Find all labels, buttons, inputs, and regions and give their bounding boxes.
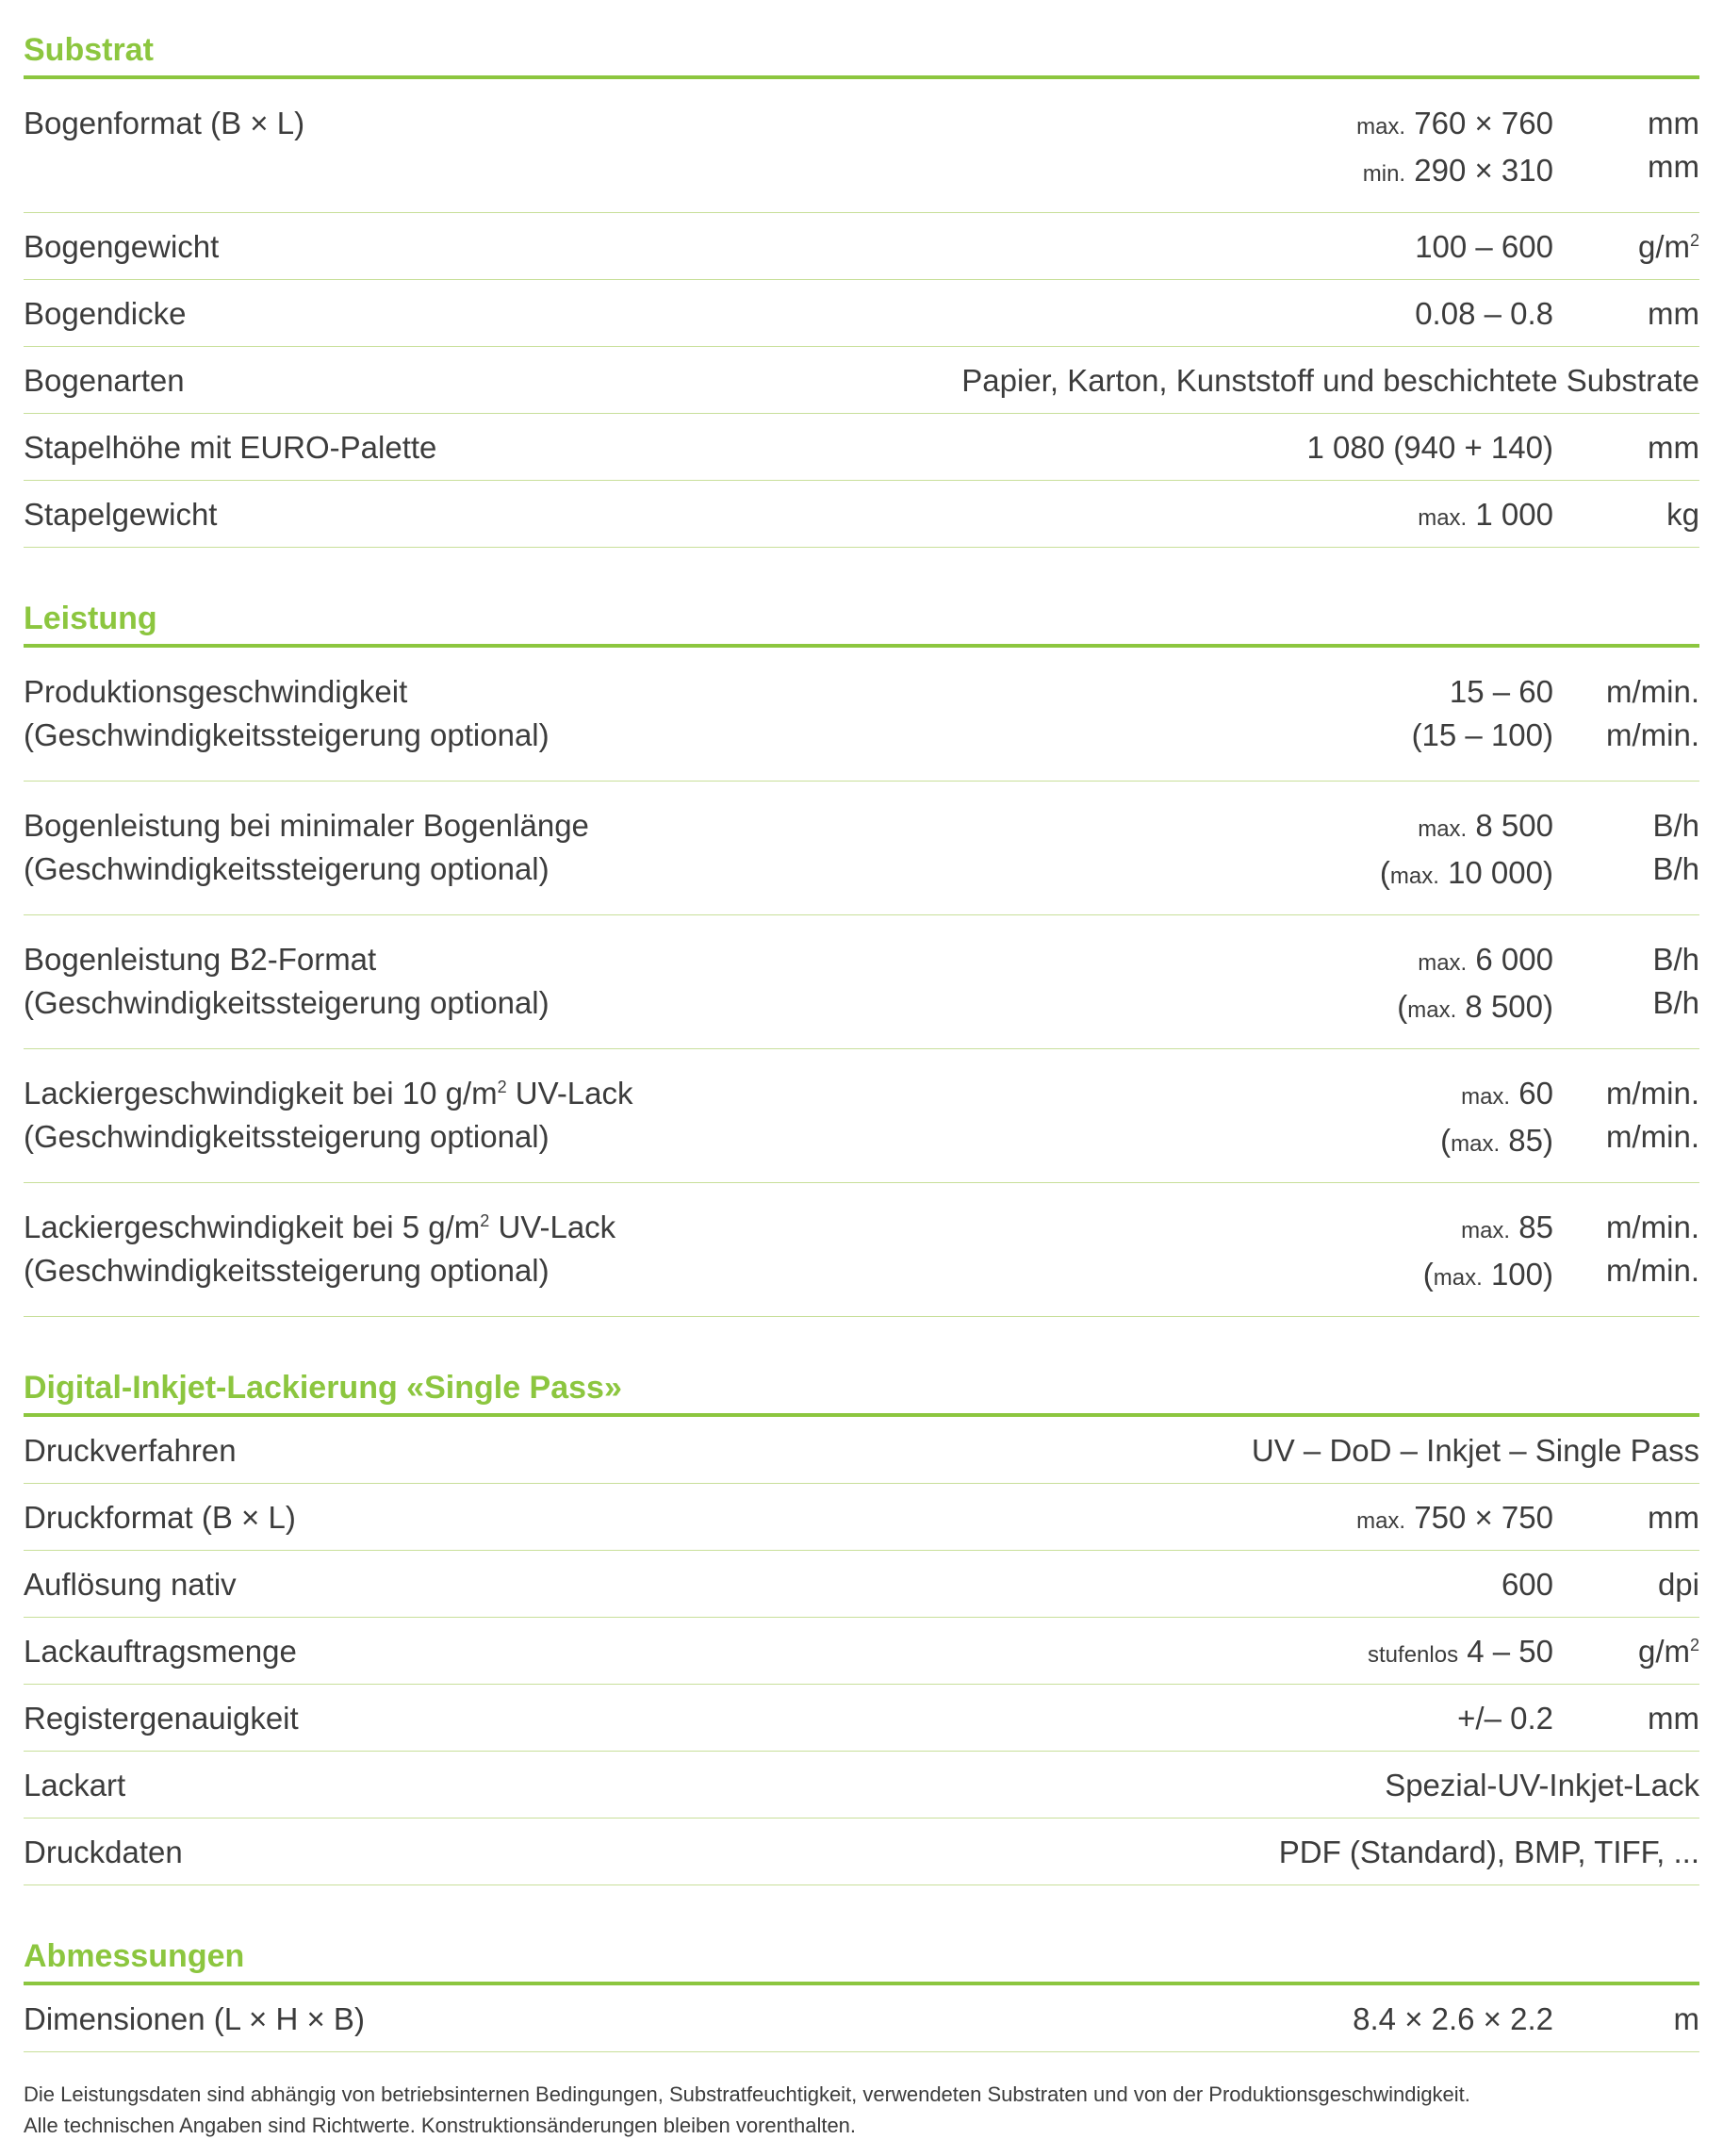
row-label (24, 804, 589, 891)
row-value: Spezial-UV-Inkjet-Lack (1385, 1768, 1699, 1802)
value-text: 600 (1501, 1567, 1553, 1602)
row-label (24, 1496, 296, 1539)
value-text: 100) (1490, 1257, 1553, 1292)
row-label-line: Lackiergeschwindigkeit bei 10 $g/m^2$ UV-Lack (24, 1076, 633, 1111)
value-prefix: max. (1407, 997, 1457, 1023)
row-label-line: (Geschwindigkeitssteigerung optional) (24, 851, 550, 886)
row-values (1457, 1697, 1553, 1740)
spec-row (24, 1618, 1699, 1685)
row-units (1606, 670, 1699, 757)
row-label-line: Bogenleistung B2-Format (24, 942, 377, 977)
row-units (1658, 1563, 1699, 1606)
row-values (1368, 1630, 1553, 1677)
row-units (1648, 102, 1699, 189)
spec-row (24, 1183, 1699, 1317)
row-units (1652, 804, 1699, 891)
row-label-line: Lackauftragsmenge (24, 1634, 297, 1669)
unit: mm (1648, 1701, 1699, 1736)
unit: m/min. (1606, 717, 1699, 752)
unit: dpi (1657, 1567, 1699, 1602)
row-values (1501, 1563, 1553, 1606)
row-label-line: Auflösung nativ (24, 1567, 237, 1602)
row-values (1380, 804, 1553, 898)
row-label (24, 1429, 237, 1473)
spec-row (24, 347, 1699, 414)
unit: mm (1648, 149, 1699, 184)
value-prefix: stufenlos (1368, 1642, 1459, 1668)
row-value (1418, 493, 1553, 540)
row-values (1397, 938, 1553, 1032)
row-units (1648, 426, 1699, 469)
value-prefix: max. (1418, 816, 1468, 842)
value-text: 1 080 (940 + 140) (1306, 430, 1553, 465)
row-value: UV – DoD – Inkjet – Single Pass (1251, 1433, 1699, 1468)
unit: B/h (1652, 942, 1699, 977)
section-3 (24, 1906, 1699, 2036)
row-value: PDF (Standard), BMP, TIFF, ... (1278, 1835, 1699, 1869)
row-label-line: Druckdaten (24, 1835, 183, 1869)
row-values (1423, 1206, 1553, 1300)
row-value: Papier, Karton, Kunststoff und beschichtete Substrate (961, 363, 1699, 398)
spec-row (24, 915, 1699, 1049)
row-label-line: Bogenarten (24, 363, 185, 398)
row-value (1380, 851, 1553, 898)
unit: B/h (1652, 851, 1699, 886)
row-label (24, 493, 217, 536)
unit: mm (1648, 1500, 1699, 1535)
row-units (1648, 1697, 1699, 1740)
footnote-line: Die Leistungsdaten sind abhängig von betriebsinternen Bedingungen, Substratfeuchtigkeit, verwendeten Substraten und von der Produktionsgeschwindigkeit. (24, 2082, 1470, 2106)
row-units (1648, 292, 1699, 336)
row-value (1397, 985, 1553, 1032)
row-label-line: (Geschwindigkeitssteigerung optional) (24, 1253, 550, 1288)
row-values (1356, 1496, 1553, 1543)
row-value (1368, 1630, 1553, 1677)
row-units (1666, 493, 1699, 536)
row-value (1356, 1496, 1553, 1543)
row-label (24, 1563, 237, 1606)
row-units (1648, 1496, 1699, 1539)
value-text: (15 – 100) (1411, 717, 1553, 752)
value-text: 1 000 (1475, 497, 1553, 532)
value-text: 15 – 60 (1449, 674, 1553, 709)
row-label-line: (Geschwindigkeitssteigerung optional) (24, 717, 550, 752)
row-label (24, 1764, 125, 1807)
row-value (1307, 426, 1553, 469)
row-label-line: Stapelhöhe mit EURO-Palette (24, 430, 437, 465)
unit: m (1673, 2001, 1699, 2036)
spec-row (24, 782, 1699, 915)
row-value (1415, 292, 1553, 336)
value-text: 100 – 600 (1415, 229, 1553, 264)
row-label (24, 292, 186, 336)
row-value (1412, 714, 1553, 757)
row-label (24, 1072, 633, 1159)
value-bracket: ( (1379, 855, 1390, 890)
value-text: +/– 0.2 (1457, 1701, 1553, 1736)
row-label (24, 670, 550, 757)
unit: mm (1648, 296, 1699, 331)
row-label (24, 102, 304, 145)
row-units (1674, 1998, 1700, 2041)
value-bracket: ( (1422, 1257, 1434, 1292)
section-title: Leistung (24, 568, 1699, 648)
spec-row (24, 213, 1699, 280)
value-prefix: max. (1461, 1084, 1511, 1110)
row-units (1606, 1206, 1699, 1292)
row-label (24, 426, 436, 469)
row-value (1412, 670, 1553, 714)
spec-row (24, 1049, 1699, 1183)
spec-row (24, 1417, 1699, 1484)
section-2 (24, 1338, 1699, 1869)
spec-row (24, 481, 1699, 548)
row-value (1356, 102, 1553, 149)
row-units (1638, 1630, 1699, 1673)
row-units (1606, 1072, 1699, 1159)
value-text: 4 – 50 (1467, 1634, 1553, 1669)
row-value (1501, 1563, 1553, 1606)
footnote (24, 2079, 1470, 2141)
row-label-line: Lackart (24, 1768, 126, 1802)
row-value (1423, 1253, 1553, 1300)
row-values (1415, 292, 1553, 336)
unit: B/h (1652, 808, 1699, 843)
row-value (1440, 1072, 1553, 1119)
row-units (1638, 225, 1699, 269)
row-value (1457, 1697, 1553, 1740)
value-text: 85) (1508, 1123, 1553, 1158)
value-text: 85 (1518, 1210, 1553, 1244)
row-label-line: Druckformat (B × L) (24, 1500, 296, 1535)
section-title: Abmessungen (24, 1906, 1699, 1985)
unit: m/min. (1606, 674, 1699, 709)
row-units (1652, 938, 1699, 1025)
unit: B/h (1652, 985, 1699, 1020)
row-values (1440, 1072, 1553, 1166)
row-label (24, 1206, 615, 1292)
row-label-line: Produktionsgeschwindigkeit (24, 674, 408, 709)
row-label (24, 225, 219, 269)
unit: m/min. (1606, 1210, 1699, 1244)
spec-row (24, 1484, 1699, 1551)
value-text: 8 500) (1465, 989, 1553, 1024)
unit: kg (1666, 497, 1699, 532)
value-bracket: ( (1397, 989, 1408, 1024)
spec-row (24, 1551, 1699, 1618)
row-label-line: Bogendicke (24, 296, 187, 331)
value-prefix: max. (1418, 950, 1468, 976)
section-0 (24, 0, 1699, 532)
value-text: 750 × 750 (1414, 1500, 1553, 1535)
row-value (1353, 1998, 1553, 2041)
value-text: 10 000) (1448, 855, 1553, 890)
row-label-line: Stapelgewicht (24, 497, 218, 532)
row-values (1415, 225, 1553, 269)
row-value (1397, 938, 1553, 985)
value-prefix: max. (1356, 114, 1406, 140)
spec-row (24, 414, 1699, 481)
unit: mm (1648, 106, 1699, 140)
row-label (24, 1630, 297, 1673)
row-label-line: Bogengewicht (24, 229, 220, 264)
value-text: 8 500 (1475, 808, 1553, 843)
row-values (1412, 670, 1553, 757)
row-label-line: (Geschwindigkeitssteigerung optional) (24, 1119, 550, 1154)
value-text: 8.4 × 2.6 × 2.2 (1353, 2001, 1553, 2036)
unit: m/min. (1606, 1119, 1699, 1154)
spec-row (24, 280, 1699, 347)
value-text: 60 (1518, 1076, 1553, 1111)
spec-row (24, 1985, 1699, 2052)
row-label-line: Registergenauigkeit (24, 1701, 299, 1736)
section-1 (24, 568, 1699, 1292)
footnote-line: Alle technischen Angaben sind Richtwerte. Konstruktionsänderungen bleiben vorenthalten. (24, 2114, 857, 2137)
value-bracket: ( (1440, 1123, 1452, 1158)
value-prefix: min. (1362, 161, 1406, 187)
value-text: 290 × 310 (1414, 153, 1553, 188)
row-label-line: Dimensionen (L × H × B) (24, 2001, 365, 2036)
value-prefix: max. (1451, 1131, 1501, 1157)
row-label (24, 1697, 299, 1740)
value-text: 0.08 – 0.8 (1415, 296, 1553, 331)
value-text: 6 000 (1475, 942, 1553, 977)
row-value (1423, 1206, 1553, 1253)
value-prefix: max. (1389, 864, 1439, 889)
row-values (1356, 102, 1553, 196)
row-value (1380, 804, 1553, 851)
row-label-line: (Geschwindigkeitssteigerung optional) (24, 985, 550, 1020)
value-prefix: max. (1461, 1218, 1511, 1243)
unit: m/min. (1606, 1253, 1699, 1288)
row-value (1440, 1119, 1553, 1166)
row-label-line: Bogenformat (B × L) (24, 106, 305, 140)
spec-row (24, 1819, 1699, 1885)
unit: m/min. (1606, 1076, 1699, 1111)
spec-row (24, 1685, 1699, 1752)
row-label-line: Lackiergeschwindigkeit bei 5 $g/m^2$ UV-Lack (24, 1210, 616, 1244)
row-values (1418, 493, 1553, 540)
value-text: 760 × 760 (1414, 106, 1553, 140)
section-title: Substrat (24, 0, 1699, 79)
row-label (24, 1831, 183, 1874)
row-value (1356, 149, 1553, 196)
row-values (1353, 1998, 1553, 2041)
value-prefix: max. (1433, 1265, 1483, 1291)
section-title: Digital-Inkjet-Lackierung «Single Pass» (24, 1338, 1699, 1417)
unit: $g/m^2$ (1637, 1634, 1699, 1669)
value-prefix: max. (1418, 505, 1468, 531)
spec-row (24, 1752, 1699, 1819)
row-label-line: Bogenleistung bei minimaler Bogenlänge (24, 808, 589, 843)
row-label (24, 938, 550, 1025)
row-label (24, 1998, 365, 2041)
row-label-line: Druckverfahren (24, 1433, 237, 1468)
spec-row (24, 648, 1699, 782)
spec-row (24, 79, 1699, 213)
value-prefix: max. (1356, 1508, 1406, 1534)
row-values (1307, 426, 1553, 469)
row-label (24, 359, 185, 403)
unit: mm (1648, 430, 1699, 465)
row-value (1415, 225, 1553, 269)
unit: $g/m^2$ (1637, 229, 1699, 264)
